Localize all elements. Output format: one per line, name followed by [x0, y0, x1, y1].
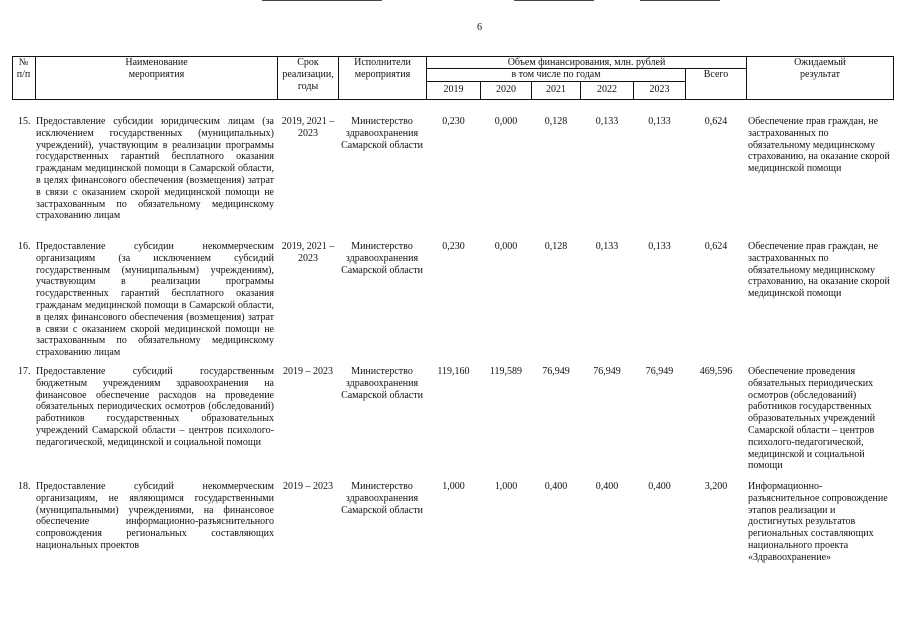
row-result: Обеспечение прав граждан, не застрахованных по обязательному медицинскому страхованию, на оказание скорой медицинской помощи [748, 241, 890, 300]
row-total: 469,596 [699, 366, 733, 377]
row-value-2023: 76,949 [645, 366, 674, 377]
row-term: 2019, 2021 – 2023 [281, 116, 335, 139]
row-executor: Министерство здравоохранения Самарской области [341, 116, 423, 151]
row-value-2022: 0,400 [595, 481, 619, 492]
header-year-2023: 2023 [649, 84, 670, 95]
row-value-2022: 76,949 [593, 366, 621, 377]
scan-artifact-line [514, 0, 594, 1]
row-number: 15. [18, 116, 31, 127]
header-col-number: № п/п [16, 57, 31, 80]
row-value-2023: 0,400 [648, 481, 671, 492]
row-executor: Министерство здравоохранения Самарской области [341, 366, 423, 401]
row-result: Обеспечение прав граждан, не застрахованных по обязательному медицинскому страхованию, на оказание скорой медицинской помощи [748, 116, 890, 175]
row-value-2019: 119,160 [437, 366, 470, 377]
row-value-2022: 0,133 [595, 116, 619, 127]
row-value-2019: 0,230 [442, 116, 465, 127]
header-year-2021: 2021 [546, 84, 566, 95]
row-number: 18. [18, 481, 31, 492]
row-name: Предоставление субсидий некоммерческим организациям, не являющимся государственными (муниципальными) учреждениями, на финансовое обеспечение информационно-разъяснительного сопровождения региональных составляющих национальных проектов [36, 481, 274, 551]
row-executor: Министерство здравоохранения Самарской области [341, 241, 423, 276]
row-value-2020: 119,589 [489, 366, 523, 377]
row-result: Обеспечение проведения обязательных периодических осмотров (обследований) работников государственных образовательных учреждений Самарской области – центров психолого-педагогической, медицинской и социальной помощи [748, 366, 876, 472]
row-term: 2019, 2021 – 2023 [281, 241, 335, 264]
row-number: 17. [18, 366, 31, 377]
row-term: 2019 – 2023 [283, 366, 333, 377]
row-value-2022: 0,133 [595, 241, 619, 252]
row-value-2019: 1,000 [442, 481, 465, 492]
header-col-result: Ожидаемый результат [794, 57, 846, 80]
header-col-by-year: в том числе по годам [511, 69, 601, 80]
row-result: Информационно-разъяснительное сопровождение этапов реализации и достигнутых результатов региональных составляющих национального проекта «Здравоохранение» [748, 481, 888, 563]
header-year-2022: 2022 [597, 84, 617, 95]
row-total: 0,624 [704, 116, 728, 127]
row-value-2020: 0,000 [494, 241, 518, 252]
row-value-2019: 0,230 [442, 241, 465, 252]
header-year-2020: 2020 [496, 84, 516, 95]
scan-artifact-line [262, 0, 382, 1]
row-value-2021: 0,128 [544, 116, 568, 127]
row-executor: Министерство здравоохранения Самарской области [341, 481, 423, 516]
row-value-2021: 0,400 [544, 481, 568, 492]
header-col-term: Срок реализации, годы [282, 57, 334, 92]
row-total: 3,200 [704, 481, 728, 492]
row-total: 0,624 [704, 241, 728, 252]
row-value-2021: 0,128 [544, 241, 568, 252]
scan-artifact-line [640, 0, 720, 1]
header-col-executors: Исполнители мероприятия [354, 57, 411, 80]
row-number: 16. [18, 241, 31, 252]
header-col-name: Наименование мероприятия [125, 57, 188, 80]
row-name: Предоставление субсидий государственным бюджетным учреждениям здравоохранения на финансовое обеспечение расходов на проведение обязательных периодических осмотров (обследований) работников государственных образовательных учреждений Самарской области – центров психолого-педагогической, медицинской и социальной помощи [36, 366, 274, 448]
row-value-2021: 76,949 [542, 366, 570, 377]
row-value-2020: 1,000 [494, 481, 518, 492]
row-value-2023: 0,133 [648, 116, 671, 127]
header-year-2019: 2019 [443, 84, 464, 95]
row-term: 2019 – 2023 [283, 481, 333, 492]
row-value-2020: 0,000 [494, 116, 518, 127]
header-col-funding: Объем финансирования, млн. рублей [507, 57, 666, 68]
row-value-2023: 0,133 [648, 241, 671, 252]
row-name: Предоставление субсидии юридическим лицам (за исключением государственных (муниципальных) учреждений), участвующим в реализации программы государственных гарантий бесплатного оказания гражданам медицинской помощи в Самарской области, в целях финансового обеспечения (возмещения) затрат в связи с оказанием скорой медицинской помощи не застрахованным по обязательному медицинскому страхованию лицам [36, 116, 274, 222]
header-col-total: Всего [703, 69, 729, 80]
page-number: 6 [477, 22, 482, 33]
row-name: Предоставление субсидии некоммерческим организациям (за исключением субсидий государственным (муниципальным) учреждениям), участвующим в реализации программы государственных гарантий бесплатного оказания гражданам медицинской помощи в Самарской области, в целях финансового обеспечения (возмещения) затрат в связи с оказанием скорой медицинской помощи не застрахованным по обязательному медицинскому страхованию лицам [36, 241, 274, 359]
